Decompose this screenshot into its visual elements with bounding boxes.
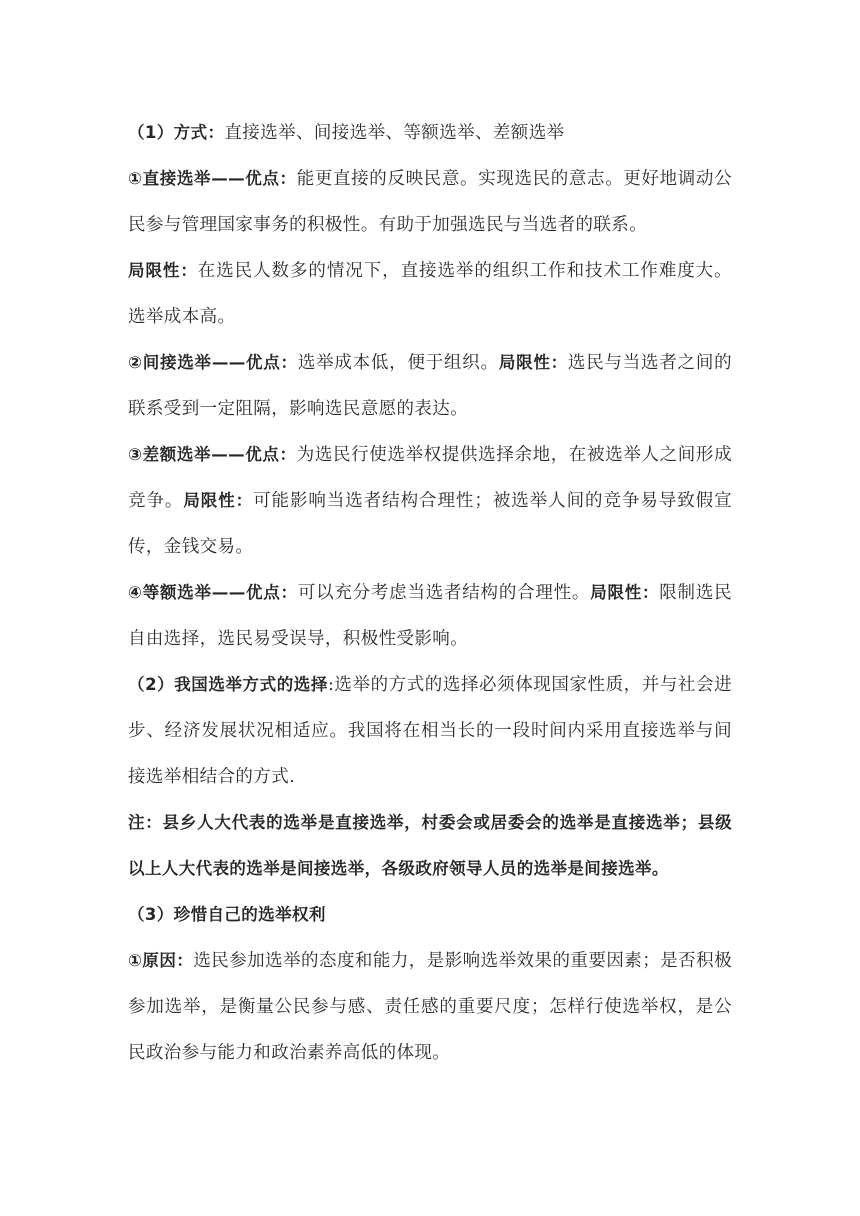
direct-election-limit: 在选民人数多的情况下，直接选举的组织工作和技术工作难度大。选举成本高。 [128, 261, 732, 327]
indirect-election-limit-label: 局限性： [498, 353, 568, 372]
direct-election-paragraph [128, 156, 732, 248]
competitive-election-paragraph [128, 432, 732, 570]
note-paragraph: 注：县乡人大代表的选举是直接选举，村委会或居委会的选举是直接选举；县级以上人大代表的选举是间接选举，各级政府领导人员的选举是间接选举。 [128, 813, 732, 878]
competitive-election-advantage: 为选民行使选举权提供选择余地，在被选举人之间形成竞争。 [128, 445, 732, 511]
indirect-election-advantage: 选举成本低，便于组织。 [297, 353, 499, 373]
equal-election-paragraph [128, 570, 732, 662]
indirect-election-heading: ②间接选举——优点： [128, 353, 298, 372]
reason-paragraph [128, 938, 732, 1076]
reason-text: 选民参加选举的态度和能力，是影响选举效果的重要因素；是否积极参加选举，是衡量公民参与感、责任感的重要尺度；怎样行使选举权，是公民政治参与能力和政治素养高低的体现。 [128, 951, 732, 1063]
section-2-text: :选举的方式的选择必须体现国家性质，并与社会进步、经济发展状况相适应。我国将在相当长的一段时间内采用直接选举与间接选举相结合的方式. [128, 675, 732, 787]
section-2-paragraph [128, 662, 732, 800]
indirect-election-limit: 选民与当选者之间的联系受到一定阻隔，影响选民意愿的表达。 [128, 353, 732, 419]
competitive-election-limit: 可能影响当选者结构合理性；被选举人间的竞争易导致假宣传，金钱交易。 [128, 491, 732, 557]
equal-election-advantage: 可以充分考虑当选者结构的合理性。 [297, 583, 591, 603]
equal-election-limit: 限制选民自由选择，选民易受误导，积极性受影响。 [128, 583, 732, 649]
direct-election-limit-paragraph [128, 248, 732, 340]
direct-election-heading: ①直接选举——优点： [128, 169, 297, 188]
reason-heading: ①原因： [128, 951, 194, 970]
competitive-election-limit-label: 局限性： [183, 491, 254, 510]
section-3-paragraph [128, 892, 732, 938]
section-3-heading: （3）珍惜自己的选举权利 [128, 905, 326, 924]
equal-election-heading: ④等额选举——优点： [128, 583, 298, 602]
indirect-election-paragraph [128, 340, 732, 432]
section-1-paragraph [128, 110, 732, 156]
section-1-heading: （1）方式： [128, 123, 225, 142]
section-1-text: 直接选举、间接选举、等额选举、差额选举 [224, 123, 565, 143]
direct-election-advantage: 能更直接的反映民意。实现选民的意志。更好地调动公民参与管理国家事务的积极性。有助于加强选民与当选者的联系。 [128, 169, 732, 235]
equal-election-limit-label: 局限性： [590, 583, 660, 602]
section-2-heading: （2）我国选举方式的选择 [128, 675, 328, 694]
competitive-election-heading: ③差额选举——优点： [128, 445, 297, 464]
document-page [128, 110, 732, 1076]
direct-election-limit-label: 局限性： [128, 261, 198, 280]
